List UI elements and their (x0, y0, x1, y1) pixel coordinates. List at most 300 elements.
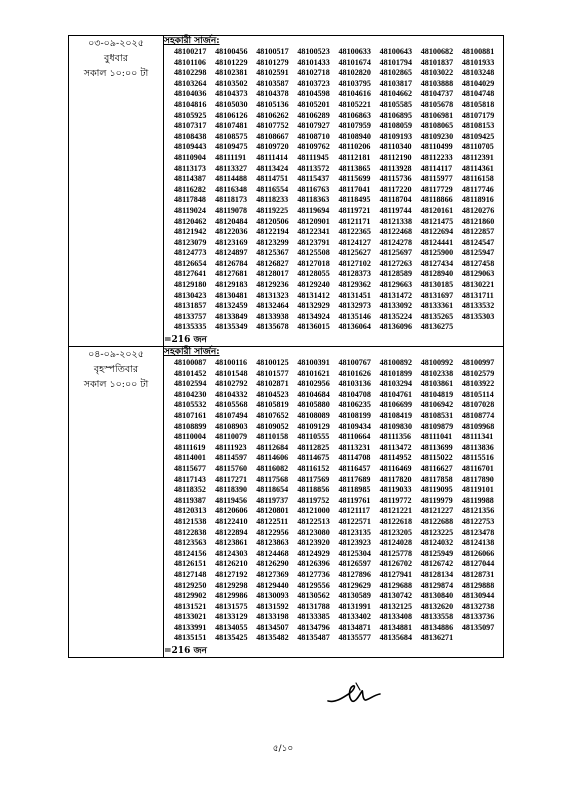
roll-number: 48126654 (174, 258, 207, 268)
roll-number: 48127941 (379, 569, 412, 579)
date-cell (69, 347, 164, 658)
roll-number: 48122694 (420, 227, 454, 237)
roll-number: 48123791 (297, 237, 330, 247)
roll-number: 48130481 (215, 290, 248, 300)
roll-number: 48133021 (174, 612, 207, 622)
roll-number: 48113928 (379, 163, 412, 173)
exam-date: ০৩-০৯-২০২৫ (88, 38, 144, 49)
roll-number: 48126597 (338, 559, 371, 569)
roll-number: 48127044 (461, 559, 495, 569)
roll-number: 48119078 (215, 205, 248, 215)
roll-number: 48108438 (174, 131, 207, 141)
roll-number: 48117729 (420, 184, 453, 194)
roll-number: 48128017 (256, 269, 289, 279)
roll-number: 48118352 (174, 485, 206, 495)
roll-number: 48101452 (174, 368, 207, 378)
roll-number: 48116348 (215, 184, 248, 194)
roll-number: 48131323 (256, 290, 289, 300)
roll-number: 48103502 (215, 78, 248, 88)
roll-number: 48122341 (297, 227, 330, 237)
roll-number: 48125697 (379, 248, 412, 258)
roll-number: 48133991 (174, 622, 207, 632)
roll-number: 48129902 (174, 591, 207, 601)
roll-cell (164, 36, 504, 347)
roll-number: 48118985 (338, 485, 371, 495)
roll-number: 48132738 (461, 601, 495, 611)
roll-number: 48104708 (338, 389, 371, 399)
roll-number: 48133736 (461, 612, 495, 622)
roll-number: 48106981 (420, 110, 454, 120)
roll-number: 48135349 (215, 322, 248, 332)
roll-number: 48100523 (297, 47, 330, 56)
roll-number: 48119772 (379, 495, 412, 505)
roll-number: 48101837 (420, 57, 454, 67)
roll-number: 48107481 (215, 121, 248, 131)
roll-number: 48120484 (215, 216, 248, 226)
roll-number: 48122571 (338, 516, 371, 526)
roll-number: 48127681 (215, 269, 248, 279)
total-count: =216 জন (164, 335, 207, 346)
roll-number: 48123225 (420, 527, 454, 537)
roll-number: 48109434 (338, 421, 371, 431)
roll-number: 48122956 (256, 527, 289, 537)
roll-number: 48131711 (461, 290, 494, 300)
roll-number: 48102338 (420, 368, 454, 378)
roll-number: 48101577 (256, 368, 289, 378)
roll-number: 48125627 (338, 248, 371, 258)
post-name: সহকারী সার্জন: (164, 347, 220, 358)
roll-number: 48122194 (256, 227, 289, 237)
roll-number: 48114001 (174, 453, 206, 463)
roll-number: 48130742 (379, 591, 412, 601)
roll-number: 48106126 (215, 110, 248, 120)
roll-number: 48129236 (256, 280, 289, 290)
roll-number: 48133558 (420, 612, 454, 622)
roll-number: 48134507 (256, 622, 289, 632)
roll-number: 48129556 (297, 580, 330, 590)
schedule-row (69, 347, 504, 658)
roll-number: 48124441 (420, 237, 454, 247)
roll-number: 48127434 (420, 258, 454, 268)
roll-number: 48117848 (174, 195, 206, 205)
roll-number: 48111619 (174, 442, 206, 452)
roll-number: 48127641 (174, 269, 207, 279)
roll-number: 48129874 (420, 580, 454, 590)
roll-number: 48101933 (461, 57, 495, 67)
roll-number: 48129362 (338, 280, 371, 290)
roll-number: 48108710 (297, 131, 330, 141)
roll-number: 48106289 (297, 110, 330, 120)
roll-number: 48129986 (215, 591, 248, 601)
roll-number: 48126784 (215, 258, 248, 268)
roll-number: 48104029 (461, 78, 495, 88)
roll-number: 48111923 (215, 442, 247, 452)
roll-number: 48103587 (256, 78, 289, 88)
roll-number: 48116627 (420, 463, 453, 473)
roll-number: 48132125 (379, 601, 412, 611)
roll-number: 48108899 (174, 421, 207, 431)
roll-number: 48106262 (256, 110, 289, 120)
roll-number: 48122688 (420, 516, 454, 526)
roll-number: 48108774 (461, 411, 495, 420)
roll-number: 48133938 (256, 311, 289, 321)
roll-number: 48105678 (420, 99, 454, 109)
roll-number: 48129240 (297, 280, 330, 290)
roll-number: 48123079 (174, 237, 207, 247)
roll-number: 48125367 (256, 248, 289, 258)
roll-number: 48108667 (256, 131, 289, 141)
roll-number: 48121475 (420, 216, 454, 226)
roll-number: 48105818 (461, 99, 495, 109)
roll-number: 48119988 (461, 495, 494, 505)
roll-cell (164, 347, 504, 658)
roll-number: 48129298 (215, 580, 248, 590)
roll-number: 48123080 (297, 527, 330, 537)
roll-number: 48119979 (420, 495, 453, 505)
roll-number: 48133532 (461, 301, 495, 311)
roll-number: 48108199 (338, 411, 371, 420)
roll-number: 48104819 (420, 389, 454, 399)
roll-number: 48107179 (461, 110, 495, 120)
roll-number: 48131472 (379, 290, 412, 300)
roll-number: 48122838 (174, 527, 207, 537)
roll-number: 48122513 (297, 516, 330, 526)
roll-number: 48126827 (256, 258, 289, 268)
roll-number: 48124929 (297, 548, 330, 558)
roll-number: 48125949 (420, 548, 454, 558)
roll-number: 48113424 (256, 163, 289, 173)
roll-number: 48120801 (256, 506, 289, 516)
roll-number: 48130589 (338, 591, 371, 601)
roll-number: 48104662 (379, 89, 412, 99)
roll-number: 48115516 (461, 453, 494, 463)
roll-number: 48103922 (461, 379, 495, 389)
roll-number: 48134886 (420, 622, 454, 632)
roll-number: 48109720 (256, 142, 289, 152)
roll-number: 48108903 (215, 421, 248, 431)
roll-number: 48133849 (215, 311, 248, 321)
roll-number: 48102594 (174, 379, 207, 389)
roll-number: 48133385 (297, 612, 330, 622)
roll-number: 48114952 (379, 453, 412, 463)
roll-number: 48107494 (215, 411, 248, 420)
roll-number: 48108940 (338, 131, 371, 141)
exam-time: সকাল ১০:০০ টা (83, 379, 149, 391)
roll-number: 48136015 (297, 322, 330, 332)
roll-number: 48134796 (297, 622, 330, 632)
roll-number: 48123863 (256, 538, 289, 548)
exam-time: সকাল ১০:০০ টা (83, 68, 149, 79)
roll-number: 48121117 (338, 506, 370, 516)
roll-number: 48126290 (256, 559, 289, 569)
roll-number: 48119095 (420, 485, 453, 495)
roll-number: 48105201 (297, 99, 330, 109)
roll-number: 48117568 (256, 474, 289, 484)
roll-number: 48108575 (215, 131, 248, 141)
roll-number: 48115760 (215, 463, 248, 473)
roll-number: 48114606 (256, 453, 289, 463)
roll-number: 48118916 (461, 195, 494, 205)
schedule-body (69, 36, 504, 658)
roll-number: 48117689 (338, 474, 371, 484)
roll-number: 48117890 (461, 474, 494, 484)
roll-number: 48136096 (379, 322, 412, 332)
roll-number: 48120462 (174, 216, 207, 226)
roll-number: 48124278 (379, 237, 412, 247)
roll-number: 48111414 (256, 152, 288, 162)
roll-number: 48103022 (420, 68, 454, 78)
roll-number: 48130185 (420, 280, 454, 290)
roll-number: 48118866 (420, 195, 453, 205)
roll-number: 48134871 (338, 622, 371, 632)
roll-number: 48100892 (379, 358, 412, 368)
roll-number: 48124156 (174, 548, 207, 558)
roll-number: 48100116 (215, 358, 248, 368)
roll-number: 48100517 (256, 47, 289, 56)
roll-number: 48109443 (174, 142, 207, 152)
roll-number: 48108531 (420, 411, 454, 420)
roll-number: 48104373 (215, 89, 248, 99)
roll-number: 48124127 (338, 237, 371, 247)
roll-number: 48112684 (256, 442, 289, 452)
roll-number: 48130221 (461, 280, 495, 290)
roll-number: 48129250 (174, 580, 207, 590)
roll-number: 48103264 (174, 78, 207, 88)
roll-number: 48117858 (420, 474, 453, 484)
roll-number: 48110499 (420, 142, 453, 152)
roll-number: 48102718 (297, 68, 330, 78)
roll-number: 48127263 (379, 258, 412, 268)
roll-number: 48135146 (338, 311, 371, 321)
roll-number: 48122511 (256, 516, 289, 526)
roll-number: 48102820 (338, 68, 371, 78)
roll-number: 48104332 (215, 389, 248, 399)
roll-number: 48103723 (297, 78, 330, 88)
roll-number: 48101548 (215, 368, 248, 378)
roll-number: 48126396 (297, 559, 330, 569)
roll-number: 48116469 (379, 463, 412, 473)
roll-number: 48101106 (174, 57, 206, 67)
roll-number: 48126066 (461, 548, 495, 558)
roll-number: 48126702 (379, 559, 412, 569)
roll-number: 48118856 (297, 485, 330, 495)
roll-number: 48133129 (215, 612, 248, 622)
roll-number: 48123923 (338, 538, 371, 548)
roll-number: 48105532 (174, 400, 207, 410)
roll-number: 48119024 (174, 205, 206, 215)
roll-number: 48105880 (297, 400, 330, 410)
roll-number: 48131697 (420, 290, 454, 300)
roll-number: 48111356 (379, 432, 412, 442)
roll-number: 48120506 (256, 216, 289, 226)
roll-number: 48135684 (379, 633, 412, 643)
roll-number: 48114117 (420, 163, 453, 173)
roll-number: 48106699 (379, 400, 412, 410)
roll-number: 48127102 (338, 258, 371, 268)
roll-number: 48133198 (256, 612, 289, 622)
roll-number: 48102871 (256, 379, 289, 389)
roll-number: 48121227 (420, 506, 454, 516)
roll-number: 48114361 (461, 163, 494, 173)
roll-number: 48103136 (338, 379, 371, 389)
roll-number: 48114488 (215, 174, 248, 184)
roll-number: 48117746 (461, 184, 494, 194)
roll-number: 48111341 (461, 432, 494, 442)
roll-number: 48101794 (379, 57, 412, 67)
roll-number: 48115677 (174, 463, 206, 473)
roll-number: 48130840 (420, 591, 454, 601)
roll-number: 48128134 (420, 569, 454, 579)
roll-number: 48127458 (461, 258, 495, 268)
roll-number: 48131575 (215, 601, 248, 611)
roll-number: 48135303 (461, 311, 495, 321)
roll-number: 48127018 (297, 258, 330, 268)
roll-number: 48110340 (379, 142, 412, 152)
roll-number: 48128373 (338, 269, 371, 279)
roll-number: 48132973 (338, 301, 371, 311)
roll-number: 48102298 (174, 68, 207, 78)
roll-number: 48108089 (297, 411, 330, 420)
roll-number: 48123563 (174, 538, 207, 548)
roll-number: 48122365 (338, 227, 371, 237)
roll-number: 48132459 (215, 301, 248, 311)
roll-number: 48107317 (174, 121, 207, 131)
roll-number: 48129440 (256, 580, 289, 590)
roll-number: 48135265 (420, 311, 454, 321)
roll-number: 48135425 (215, 633, 248, 643)
roll-number: 48132929 (297, 301, 330, 311)
roll-number: 48113231 (338, 442, 371, 452)
roll-number: 48107752 (256, 121, 289, 131)
roll-number: 48117820 (379, 474, 412, 484)
roll-number: 48107927 (297, 121, 330, 131)
roll-number: 48122857 (461, 227, 495, 237)
roll-number: 48120313 (174, 506, 207, 516)
roll-number: 48122468 (379, 227, 412, 237)
roll-number: 48130093 (256, 591, 289, 601)
roll-number: 48115437 (297, 174, 330, 184)
roll-number: 48123861 (215, 538, 248, 548)
roll-number: 48128731 (461, 569, 495, 579)
roll-number: 48119225 (256, 205, 289, 215)
roll-number: 48112190 (379, 152, 412, 162)
roll-number: 48119033 (379, 485, 412, 495)
roll-number: 48119721 (338, 205, 371, 215)
roll-number: 48110004 (174, 432, 206, 442)
roll-number: 48101674 (338, 57, 371, 67)
roll-number: 48129888 (461, 580, 495, 590)
roll-number: 48127736 (297, 569, 330, 579)
roll-number: 48136271 (420, 633, 454, 643)
roll-number: 48132620 (420, 601, 454, 611)
roll-number: 48122618 (379, 516, 412, 526)
roll-number: 48113472 (379, 442, 412, 452)
roll-number: 48124773 (174, 248, 207, 258)
roll-number: 48135224 (379, 311, 412, 321)
roll-number: 48100125 (256, 358, 289, 368)
roll-number: 48112233 (420, 152, 453, 162)
roll-number: 48131991 (338, 601, 371, 611)
roll-number: 48110705 (461, 142, 494, 152)
roll-number: 48109879 (420, 421, 454, 431)
roll-number: 48118390 (215, 485, 248, 495)
roll-number: 48100391 (297, 358, 330, 368)
roll-number: 48123135 (338, 527, 371, 537)
roll-number: 48119101 (461, 485, 494, 495)
roll-number: 48116763 (297, 184, 330, 194)
roll-number: 48102579 (461, 368, 495, 378)
roll-number: 48119761 (338, 495, 371, 505)
signature-icon (326, 681, 382, 707)
roll-number: 48104230 (174, 389, 207, 399)
roll-number: 48125900 (420, 248, 454, 258)
roll-number: 48110079 (215, 432, 248, 442)
roll-number: 48100997 (461, 358, 495, 368)
roll-number: 48124028 (379, 538, 412, 548)
roll-number: 48106863 (338, 110, 371, 120)
exam-date: ০৪-০৯-২০২৫ (88, 349, 144, 361)
roll-number: 48124897 (215, 248, 248, 258)
roll-number: 48116554 (256, 184, 289, 194)
roll-number: 48109230 (420, 131, 454, 141)
roll-number: 48113865 (338, 163, 371, 173)
roll-number: 48120276 (461, 205, 495, 215)
roll-number: 48136064 (338, 322, 371, 332)
roll-number: 48104748 (461, 89, 495, 99)
total-count: =216 জন (164, 646, 207, 657)
roll-number: 48110158 (256, 432, 289, 442)
roll-number: 48116282 (174, 184, 206, 194)
roll-number: 48102865 (379, 68, 412, 78)
roll-number: 48118654 (256, 485, 289, 495)
roll-number: 48102381 (215, 68, 248, 78)
roll-number: 48108065 (420, 121, 454, 131)
roll-number: 48112181 (338, 152, 371, 162)
roll-number: 48121338 (379, 216, 412, 226)
roll-number: 48131451 (338, 290, 371, 300)
exam-schedule-table (68, 35, 504, 658)
roll-number: 48116152 (297, 463, 330, 473)
roll-number: 48129663 (379, 280, 412, 290)
roll-number: 48126742 (420, 559, 454, 569)
roll-number: 48121860 (461, 216, 495, 226)
roll-number: 48128940 (420, 269, 454, 279)
roll-number: 48127896 (338, 569, 371, 579)
roll-number: 48100217 (174, 47, 207, 56)
roll-number: 48136275 (420, 322, 454, 332)
roll-number: 48121221 (379, 506, 412, 516)
roll-number: 48119387 (174, 495, 206, 505)
roll-number: 48123478 (461, 527, 495, 537)
roll-number: 48113327 (215, 163, 248, 173)
roll-number: 48133408 (379, 612, 412, 622)
roll-number: 48115699 (338, 174, 371, 184)
roll-number: 48109475 (215, 142, 248, 152)
roll-number: 48125778 (379, 548, 412, 558)
roll-number: 48135482 (256, 633, 289, 643)
roll-number: 48131521 (174, 601, 207, 611)
roll-number: 48119456 (215, 495, 248, 505)
roll-number: 48121538 (174, 516, 207, 526)
roll-number: 48112825 (297, 442, 330, 452)
roll-number: 48126151 (174, 559, 207, 569)
roll-number: 48134055 (215, 622, 248, 632)
roll-number: 48131592 (256, 601, 289, 611)
post-name: সহকারী সার্জন: (164, 36, 220, 46)
roll-number: 48100087 (174, 358, 207, 368)
roll-number: 48128589 (379, 269, 412, 279)
roll-number: 48118233 (256, 195, 289, 205)
